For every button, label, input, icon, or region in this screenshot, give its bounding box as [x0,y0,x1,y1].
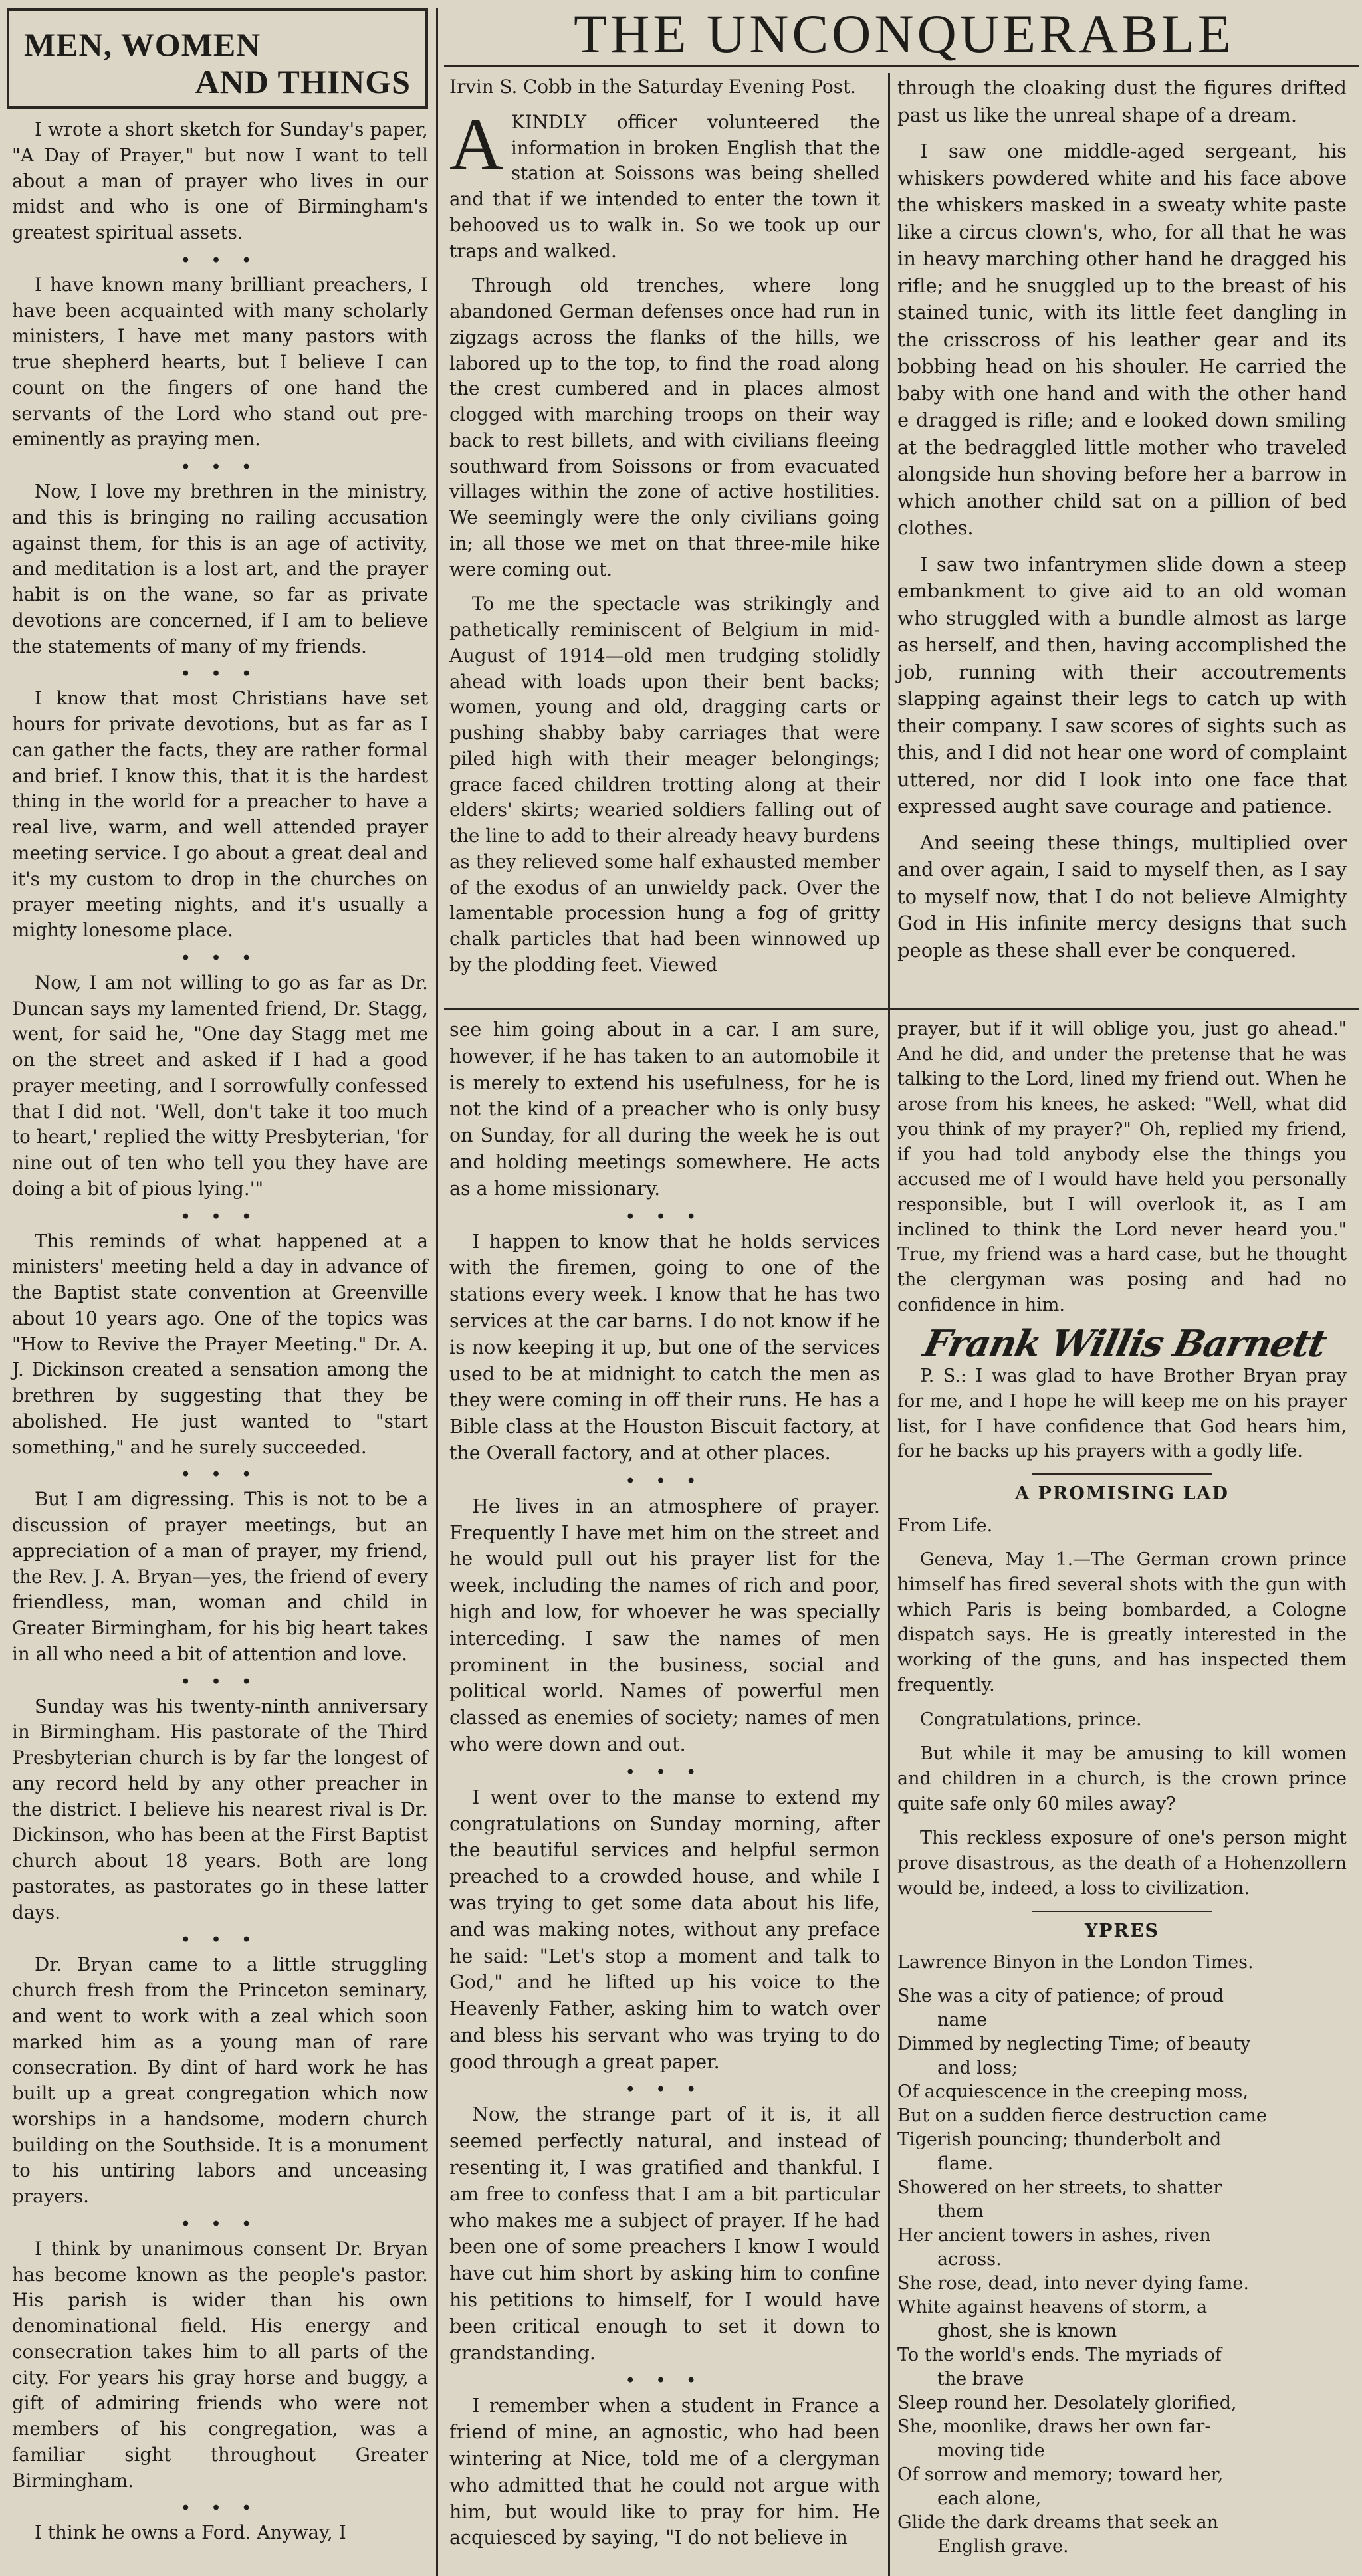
poem-line: Of acquiescence in the creeping moss, [897,2081,1248,2102]
article-paragraph: through the cloaking dust the figures drifted past us like the unreal shape of a dream. [897,76,1347,126]
right-column-article [897,1017,1347,2559]
separator-dots: • • • [625,2081,704,2099]
article-paragraph: Now, I love my brethren in the ministry, and this is bringing no railing accusation against them, for this is an age of activity, and meditation is a lost art, and the prayer habit is on the wane, so far as private devotions are concerned, if I am to believe the statements of many of my friends. [12,481,428,657]
poem-line: them [937,2200,984,2222]
article-paragraph: Sunday was his twenty-ninth anniversary in Birmingham. His pastorate of the Third Presbyterian church is by far the longest of any record held by any other preacher in the district. I believe his nearest rival is Dr. Dickinson, who has been at the First Baptist church about 18 years. Both are long pastorates, as pastorates go in these latter days. [12,1695,428,1923]
poem-line: Dimmed by neglecting Time; of beauty [897,2033,1251,2054]
column-rule-left [436,8,438,2576]
section-heading: YPRES [1084,1920,1160,1941]
poem-line: Showered on her streets, to shatter [897,2177,1222,2198]
separator-dots: • • • [625,2372,704,2390]
article-paragraph: Through old trenches, where long abandoned German defenses once had run in zigzags across the flanks of the hills, we labored up to the top, to find the road along the crest cumbered and in places almost clogged with marching troops on their way back to rest billets, and with civilians fleeing southward from Soissons or from evacuated villages within the zone of active hostilities. We seemingly were the only civilians going in; all those we met on that three-mile hike were coming out. [449,274,880,580]
poem-line: She, moonlike, draws her own far- [897,2416,1211,2437]
poem-line: Sleep round her. Desolately glorified, [897,2392,1237,2413]
article-paragraph: I saw two infantrymen slide down a steep embankment to give aid to an old woman who struggled with a bundle almost as large as herself, and then, having accomplished the job, running with their accoutrements slapping against their legs to catch up with their company. I saw scores of sights such as this, and I did not hear one word of complaint uttered, nor did I look into one face that expressed aught save courage and patience. [897,552,1347,817]
poem-line: Of sorrow and memory; toward her, [897,2464,1224,2485]
middle-column-article [449,1017,880,2561]
separator-dots: • • • [181,949,259,967]
poem-line: But on a sudden fierce destruction came [897,2105,1267,2126]
drop-cap: A [449,102,503,185]
separator-dots: • • • [181,1673,259,1691]
section-heading: A PROMISING LAD [1015,1483,1229,1504]
poem-line: across. [937,2248,1002,2270]
poem-line: and loss; [937,2057,1018,2078]
poem-line: White against heavens of storm, a [897,2296,1208,2317]
poem-line: name [937,2009,988,2030]
poem-line: Her ancient towers in ashes, riven [897,2224,1211,2246]
divider [1032,1911,1212,1912]
article-paragraph: I wrote a short sketch for Sunday's paper, "A Day of Prayer," but now I want to tell about a man of prayer who lives in our midst and who is one of Birmingham's greatest spiritual assets. [12,118,428,243]
article-paragraph: But I am digressing. This is not to be a discussion of prayer meetings, but an appreciation of a man of prayer, my friend, the Rev. J. A. Bryan—yes, the friend of every friendless, man, woman and child in Greater Birmingham, for his big heart takes in all who need a bit of attention and love. [12,1488,428,1665]
author-signature: Frank Willis Barnett [919,1322,1329,1366]
poem-line: each alone, [937,2488,1042,2509]
separator-dots: • • • [625,1472,704,1490]
article-paragraph: This reminds of what happened at a ministers' meeting held a day in advance of the Baptist state convention at Greenville about 10 years ago. One of the topics was "How to Revive the Prayer Meeting." Dr. A. J. Dickinson created a sensation among the brethren by suggesting that they be abolished. He just wanted to "start something," and he surely succeeded. [12,1230,428,1458]
separator-dots: • • • [625,1763,704,1781]
separator-dots: • • • [625,1208,704,1226]
article-paragraph: I have known many brilliant preachers, I have been acquainted with many scholarly ministers, I have met many pastors with true shepherd hearts, but I believe I can count on the fingers of one hand the servants of the Lord who stand out pre-eminently as praying men. [12,273,428,451]
article-paragraph: I saw one middle-aged sergeant, his whiskers powdered white and his face above the whiskers masked in a sweaty white paste like a circus clown's, who, for all that he was in heavy marching other hand he dragged his rifle; and he snuggled up to the breast of his stained tunic, with its little feet dangling in the crisscross of his leather gear and its bobbing head on his shouler. He carried the baby with one hand and with the other hand e dragged is rifle; and e looked down smiling at the bedraggled little mother who traveled alongside hun shoving before her a barrow in which another child sat on a pillion of bed clothes. [897,140,1347,539]
separator-dots: • • • [181,1931,259,1949]
article-paragraph: Dr. Bryan came to a little struggling church fresh from the Princeton seminary, and went to work with a zeal which soon marked him as a young man of rare consecration. By dint of hard work he has built up a great congregation which now worships in a handsome, modern church building on the Southside. It is a monument to his untiring labors and unceasing prayers. [12,1953,428,2207]
article-paragraph: Congratulations, prince. [920,1709,1142,1730]
separator-dots: • • • [181,2215,259,2233]
article-paragraph: I went over to the manse to extend my congratulations on Sunday morning, after the beautiful services and helpful sermon preached to a crowded house, and while I was trying to get some data about his life, and was making notes, without any preface he said: "Let's stop a moment and talk to God," and he lifted up his voice to the Heavenly Father, asking him to watch over and bless his servant who was trying to do good through a great paper. [449,1786,880,2073]
poem-line: English grave. [937,2535,1069,2557]
postscript: P. S.: I was glad to have Brother Bryan pray for me, and I hope he will keep me on his prayer list, for I have confidence that God hears him, for he backs up his prayers with a godly life. [897,1366,1347,1462]
poem-line: the brave [937,2368,1024,2389]
poem-line: flame. [937,2153,994,2174]
article-paragraph: He lives in an atmosphere of prayer. Frequently I have met him on the street and he would pull out his prayer list for the week, including the names of rich and poor, high and low, for whoever he was specially interceding. I saw the names of men prominent in the business, social and political world. Names of powerful men classed as enemies of society; names of men who were down and out. [449,1495,880,1755]
poem [897,1985,1347,2559]
article-paragraph: I remember when a student in France a friend of mine, an agnostic, who had been wintering at Nice, told me of a clergyman who admitted that he could not argue with him, but would like to pray for him. He acquiesced by saying, "I do not believe in [449,2395,880,2549]
article-paragraph: see him going about in a car. I am sure, however, if he has taken to an automobile it is merely to extend his usefulness, for he is not the kind of a preacher who is only busy on Sunday, for all during the week he is out and holding meetings somewhere. He acts as a home missionary. [449,1019,880,1200]
article-paragraph-text: KINDLY officer volunteered the information in broken English that the station at Soissons was being shelled and that if we intended to enter the town it behooved us to walk in. So we took up our traps and walked. [449,110,880,262]
article-paragraph [449,102,880,265]
poem-line: She rose, dead, into never dying fame. [897,2272,1249,2294]
poem-line: moving tide [937,2440,1045,2461]
article-paragraph: This reckless exposure of one's person might prove disastrous, as the death of a Hohenzollern would be, indeed, a loss to civilization. [897,1828,1347,1899]
article-paragraph: prayer, but if it will oblige you, just go ahead." And he did, and under the pretense that he was talking to the Lord, lined my friend out. When he arose from his knees, he asked: "Well, what did you think of my prayer?" Oh, replied my friend, if you had told anybody else the things you accused me of I would have held you personally responsible, but I will overlook it, as I am inclined to think the Lord never heard you." True, my friend was a hard case, but he thought the clergyman was posing and had no confidence in him. [897,1019,1347,1315]
poem-line: She was a city of patience; of proud [897,1985,1224,2006]
article-paragraph: Now, I am not willing to go as far as Dr. Duncan says my lamented friend, Dr. Stagg, went, for said he, "One day Stagg met me on the street and asked if I had a good prayer meeting, and I sorrowfully confessed that I did not. 'Well, don't take it too much to heart,' replied the witty Presbyterian, 'for nine out of ten who tell you they have are doing a bit of pious lying.'" [12,971,428,1200]
article-paragraph: To me the spectacle was strikingly and pathetically reminiscent of Belgium in mid-August of 1914—old men trudging stolidly ahead with loads upon their bent backs; women, young and old, dragging carts or pushing shabby baby carriages that were piled high with their meager belongings; grace faced children trotting along at their elders' skirts; wearied soldiers falling out of the line to add to their already heavy burdens as they relieved some half exhausted member of the exodus of an unwieldy pack. Over the lamentable procession hung a fog of gritty chalk particles that had been winnowed up by the plodding feet. Viewed [449,593,880,976]
article-paragraph: But while it may be amusing to kill women and children in a church, is the crown prince quite safe only 60 miles away? [897,1743,1347,1814]
article-paragraph: I happen to know that he holds services with the firemen, going to one of the stations every week. I know that he has two services at the car barns. I do not know if he is now keeping it up, but one of the services used to be at midnight to catch the men as they were coming in off their runs. He has a Bible class at the Houston Biscuit factory, at the Overall factory, and at other places. [449,1230,880,1464]
article-paragraph: I think he owns a Ford. Anyway, I [35,2522,346,2544]
article-paragraph: I think by unanimous consent Dr. Bryan has become known as the people's pastor. His parish is wider than his own denominational field. His energy and consecration takes him to all parts of the city. For years his gray horse and buggy, a gift of admiring friends who were not members of his congregation, was a familiar sight throughout Greater Birmingham. [12,2237,428,2492]
separator-dots: • • • [181,1466,259,1484]
separator-dots: • • • [181,2500,259,2518]
article-paragraph: Now, the strange part of it is, it all seemed perfectly natural, and instead of resenting it, I was gratified and thankful. I am free to confess that I am a bit particular who makes me a subject of prayer. If he had been one of some preachers I know I would have cut him short by asking him to confine his petitions to himself, for I would have been critical enough to set it down to grandstanding. [449,2103,880,2364]
left-column-article [12,117,428,2555]
headline-rule [444,65,1359,67]
column-header-line1: MEN, WOMEN [24,26,261,63]
separator-dots: • • • [181,665,259,683]
poem-line: To the world's ends. The myriads of [897,2344,1222,2365]
article-source: From Life. [897,1515,993,1536]
article-source: Irvin S. Cobb in the Saturday Evening Post. [449,76,856,98]
main-headline: THE UNCONQUERABLE [574,3,1234,64]
poem-line: Glide the dark dreams that seek an [897,2512,1219,2533]
column-rule-middle [888,73,890,2576]
column-header-line2: AND THINGS [195,63,411,100]
poem-line: Tigerish pouncing; thunderbolt and [897,2129,1222,2150]
article-paragraph: Geneva, May 1.—The German crown prince himself has fired several shots with the gun with which Paris is being bombarded, a Cologne dispatch says. He is greatly interested in the working of the guns, and has inspected them frequently. [897,1549,1347,1695]
article-paragraph: I know that most Christians have set hours for private devotions, but as far as I can gather the facts, they are rather formal and brief. I know this, that it is the hardest thing in the world for a preacher to have a real live, warm, and well attended prayer meeting service. I go about a great deal and it's my custom to drop in the churches on prayer meeting nights, and it's usually a mighty lonesome place. [12,687,428,941]
divider [1032,1473,1212,1475]
separator-dots: • • • [181,251,259,269]
separator-dots: • • • [181,459,259,476]
article-paragraph: And seeing these things, multiplied over and over again, I said to myself then, as I say to myself now, that I do not believe Almighty God in His infinite mercy designs that such people as these shall ever be conquered. [897,831,1347,962]
poem-line: ghost, she is known [937,2320,1117,2341]
section-rule [444,1008,1359,1010]
unconquerable-column-1 [449,74,880,988]
unconquerable-column-2 [897,74,1347,973]
article-source: Lawrence Binyon in the London Times. [897,1952,1254,1973]
separator-dots: • • • [181,1208,259,1226]
column-header-box [7,8,428,109]
